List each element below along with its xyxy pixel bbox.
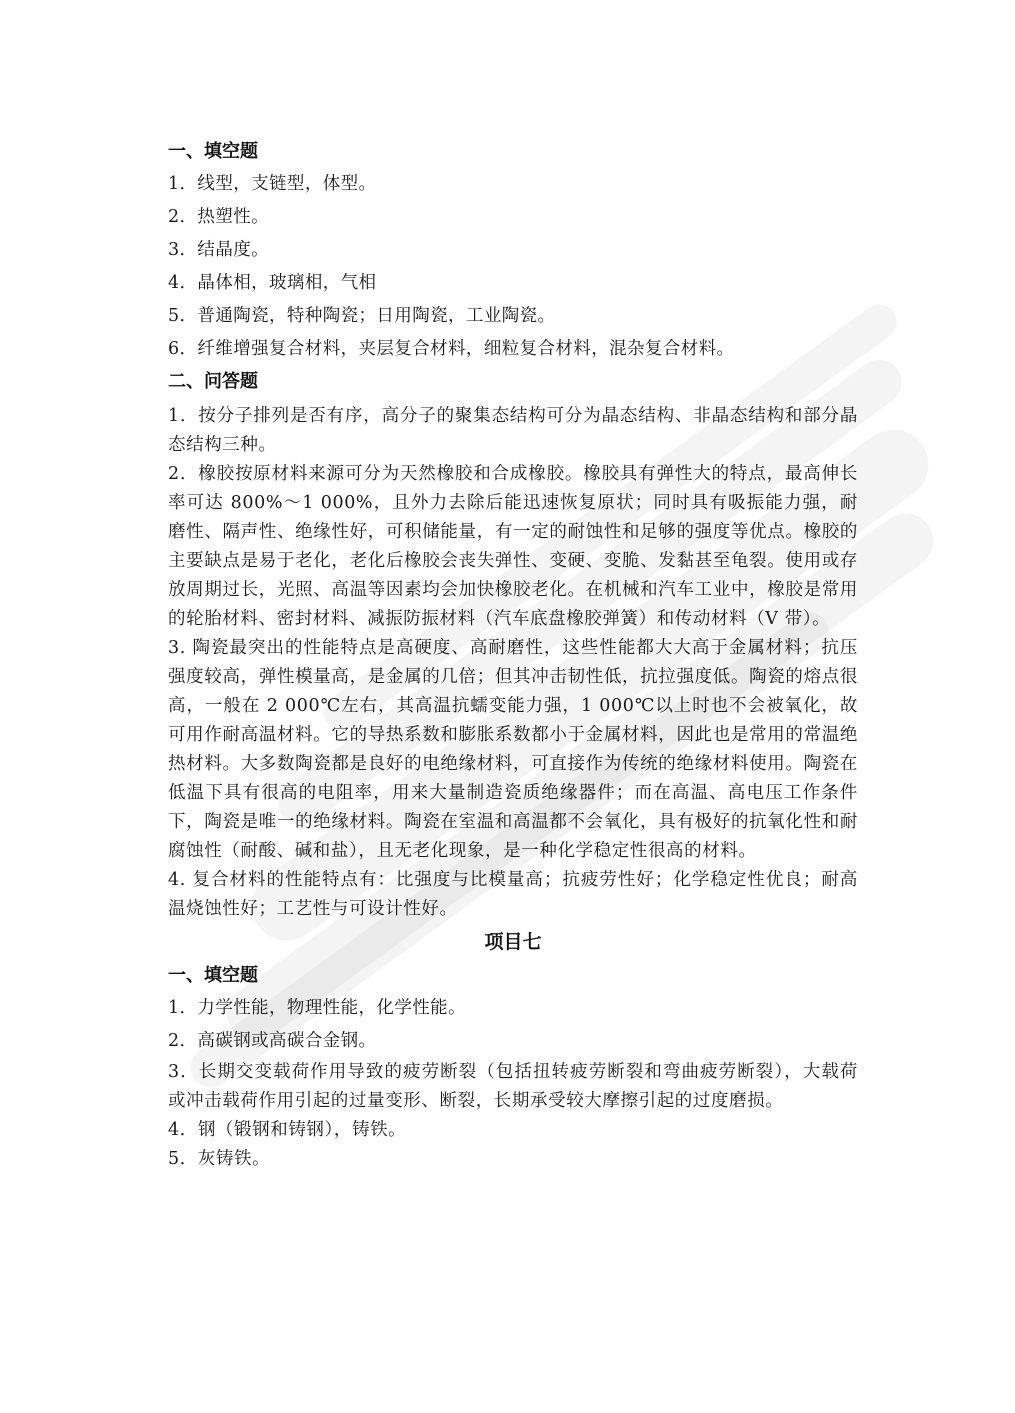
list-item: 5．普通陶瓷，特种陶瓷；日用陶瓷，工业陶瓷。 <box>168 306 556 326</box>
document-page <box>168 136 858 1174</box>
list-item: 6．纤维增强复合材料，夹层复合材料，细粒复合材料，混杂复合材料。 <box>168 339 735 359</box>
list-item: 5．灰铸铁。 <box>168 1149 271 1169</box>
section-title: 一、填空题 <box>168 141 258 162</box>
answer-paragraph: 3. 陶瓷最突出的性能特点是高硬度、高耐磨性，这些性能都大大高于金属材料；抗压强度较高，弹性模量高，是金属的几倍；但其冲击韧性低，抗拉强度低。陶瓷的熔点很高，一般在 2 000℃左右，其高温抗蠕变能力强，1 000℃以上时也不会被氧化，故可用作耐高温材料。它的导热系数和膨胀系数都小于金属材料，因此也是常用的常温绝热材料。大多数陶瓷都是良好的电绝缘材料，可直接作为传统的绝缘材料使用。陶瓷在低温下具有很高的电阻率，用来大量制造瓷质绝缘器件；而在高温、高电压工作条件下，陶瓷是唯一的绝缘材料。陶瓷在室温和高温都不会氧化，具有极好的抗氧化性和耐腐蚀性（耐酸、碱和盐），且无老化现象，是一种化学稳定性很高的材料。 <box>168 638 858 861</box>
section-qa <box>168 366 858 924</box>
chapter-title: 项目七 <box>484 931 542 953</box>
answer-paragraph: 1．按分子排列是否有序，高分子的聚集态结构可分为晶态结构、非晶态结构和部分晶态结构三种。 <box>168 406 858 455</box>
answer-paragraph: 2．橡胶按原材料来源可分为天然橡胶和合成橡胶。橡胶具有弹性大的特点，最高伸长率可达 800%～1 000%，且外力去除后能迅速恢复原状；同时具有吸振能力强，耐磨性、隔声性、绝缘性好，可积储能量，有一定的耐蚀性和足够的强度等优点。橡胶的主要缺点是易于老化，老化后橡胶会丧失弹性、变硬、变脆、发黏甚至龟裂。使用或存放周期过长，光照、高温等因素均会加快橡胶老化。在机械和汽车工业中，橡胶是常用的轮胎材料、密封材料、减振防振材料（汽车底盘橡胶弹簧）和传动材料（V 带）。 <box>168 464 858 629</box>
section-title: 二、问答题 <box>168 371 258 392</box>
section-fill-blank-1 <box>168 136 858 366</box>
list-item: 2．热塑性。 <box>168 207 270 227</box>
list-item: 3．长期交变载荷作用导致的疲劳断裂（包括扭转疲劳断裂和弯曲疲劳断裂），大载荷或冲击载荷作用引起的过量变形、断裂，长期承受较大摩擦引起的过度磨损。 <box>168 1062 858 1111</box>
list-item: 1．力学性能，物理性能，化学性能。 <box>168 998 466 1018</box>
section-title: 一、填空题 <box>168 965 258 986</box>
answer-paragraph: 4. 复合材料的性能特点有：比强度与比模量高；抗疲劳性好；化学稳定性优良；耐高温烧蚀性好；工艺性与可设计性好。 <box>168 870 858 919</box>
list-item: 3．结晶度。 <box>168 240 270 260</box>
section-fill-blank-2 <box>168 960 858 1174</box>
list-item: 2．高碳钢或高碳合金钢。 <box>168 1031 377 1051</box>
list-item: 4．钢（锻钢和铸钢），铸铁。 <box>168 1120 407 1140</box>
list-item: 4．晶体相，玻璃相，气相 <box>168 273 377 293</box>
list-item: 1．线型，支链型，体型。 <box>168 174 377 194</box>
